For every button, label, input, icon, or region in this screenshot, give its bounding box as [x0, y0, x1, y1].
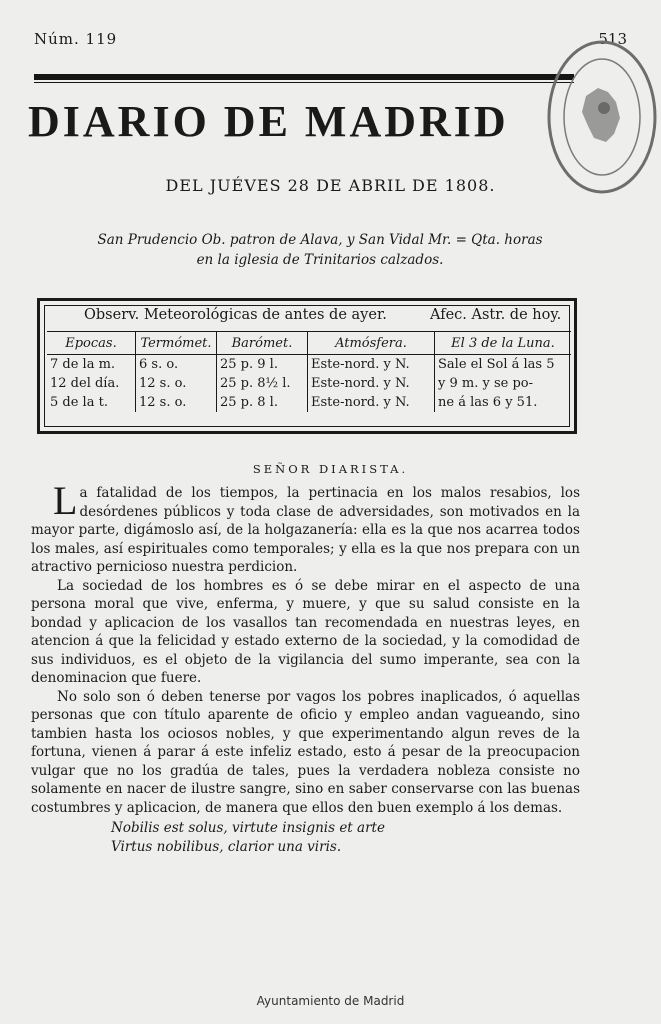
weather-observations-box: [37, 298, 577, 434]
drop-cap: L: [53, 478, 78, 523]
article-body: [31, 478, 580, 856]
col-luna: El 3 de la Luna.: [435, 332, 572, 355]
saints-line-1: San Prudencio Ob. patron de Alava, y San Vidal Mr. = Qta. horas: [97, 232, 543, 248]
table-row: [47, 355, 571, 375]
newspaper-title: DIARIO DE MADRID: [28, 97, 509, 146]
motto-line-2: Virtus nobilibus, clarior una viris.: [111, 838, 342, 855]
issue-number: Núm. 119: [34, 30, 118, 48]
issue-date: DEL JUÉVES 28 DE ABRIL DE 1808.: [165, 176, 496, 195]
masthead-rule-thick: [34, 74, 574, 80]
astro-title: Afec. Astr. de hoy.: [430, 307, 562, 323]
cell-epoca: 7 de la m.: [50, 357, 116, 372]
article-paragraph-1: [31, 478, 580, 577]
cell-barometro: 25 p. 8½ l.: [217, 374, 308, 393]
library-stamp-icon: [546, 38, 658, 196]
masthead-rule-thin: [34, 82, 574, 83]
col-atmosfera: Atmósfera.: [308, 332, 435, 355]
col-termometro: Termómet.: [136, 332, 217, 355]
cell-epoca: 12 del día.: [50, 376, 120, 391]
cell-luna: Sale el Sol á las 5: [435, 355, 572, 375]
cell-luna: y 9 m. y se po-: [435, 374, 572, 393]
cell-barometro: 25 p. 8 l.: [217, 393, 308, 412]
article-paragraph-3: No solo son ó deben tenerse por vagos los pobres inaplicados, ó aquellas personas que con título aparente de oficio y empleo andan vagueando, sino tambien hasta los ociosos nobles, y que experimentando algun reves de la fortuna, vienen á parar á este infeliz estado, esto á pesar de la preocupacion vulgar que no los gradúa de tales, pues la verdadera nobleza consiste no solamente en nacer de ilustre sangre, sino en saber conservarse con las buenas costumbres y aplicacion, de manera que ellos den buen exemplo á los demas.: [31, 688, 580, 816]
cell-atmosfera: Este-nord. y N.: [308, 355, 435, 375]
cell-atmosfera: Este-nord. y N.: [308, 374, 435, 393]
page-number: 513: [598, 30, 627, 48]
cell-termometro: 12 s. o.: [136, 374, 217, 393]
latin-motto: [31, 819, 580, 856]
col-epocas: Epocas.: [47, 332, 136, 355]
archive-credit: Ayuntamiento de Madrid: [256, 994, 405, 1008]
paragraph-1-text: a fatalidad de los tiempos, la pertinacia en los malos resabios, los desórdenes públicos y toda clase de adversidades, son motivados en la mayor parte, digámoslo así, de la holgazanería: ella es la que nos acarrea todos los males, así espirituales como temporales; y ella es la que nos prepara con un atractivo pernicioso nuestra perdicion.: [31, 485, 580, 575]
motto-line-1: Nobilis est solus, virtute insignis et arte: [111, 820, 385, 836]
article-paragraph-2: La sociedad de los hombres es ó se debe mirar en el aspecto de una persona moral que vive, enferma, y muere, y que su salud consiste en la bondad y aplicacion de los vasallos tan recomendada en nuestras leyes, en atencion á que la felicidad y estado externo de la sociedad, y la comodidad de sus individuos, es el objeto de la vigilancia del sumo imperante, sea con la denominacion que fuere.: [31, 577, 580, 686]
cell-atmosfera: Este-nord. y N.: [308, 393, 435, 412]
cell-termometro: 6 s. o.: [136, 355, 217, 375]
cell-barometro: 25 p. 9 l.: [217, 355, 308, 375]
article-heading: SEÑOR DIARISTA.: [252, 462, 409, 476]
table-row: [47, 393, 571, 412]
saints-line-2: en la iglesia de Trinitarios calzados.: [196, 252, 444, 268]
cell-termometro: 12 s. o.: [136, 393, 217, 412]
cell-luna: ne á las 6 y 51.: [435, 393, 572, 412]
col-barometro: Barómet.: [217, 332, 308, 355]
weather-table: [47, 331, 571, 412]
saints-of-the-day: [60, 230, 580, 270]
table-row: [47, 374, 571, 393]
weather-title: Observ. Meteorológicas de antes de ayer.: [84, 307, 387, 323]
cell-epoca: 5 de la t.: [50, 395, 108, 410]
